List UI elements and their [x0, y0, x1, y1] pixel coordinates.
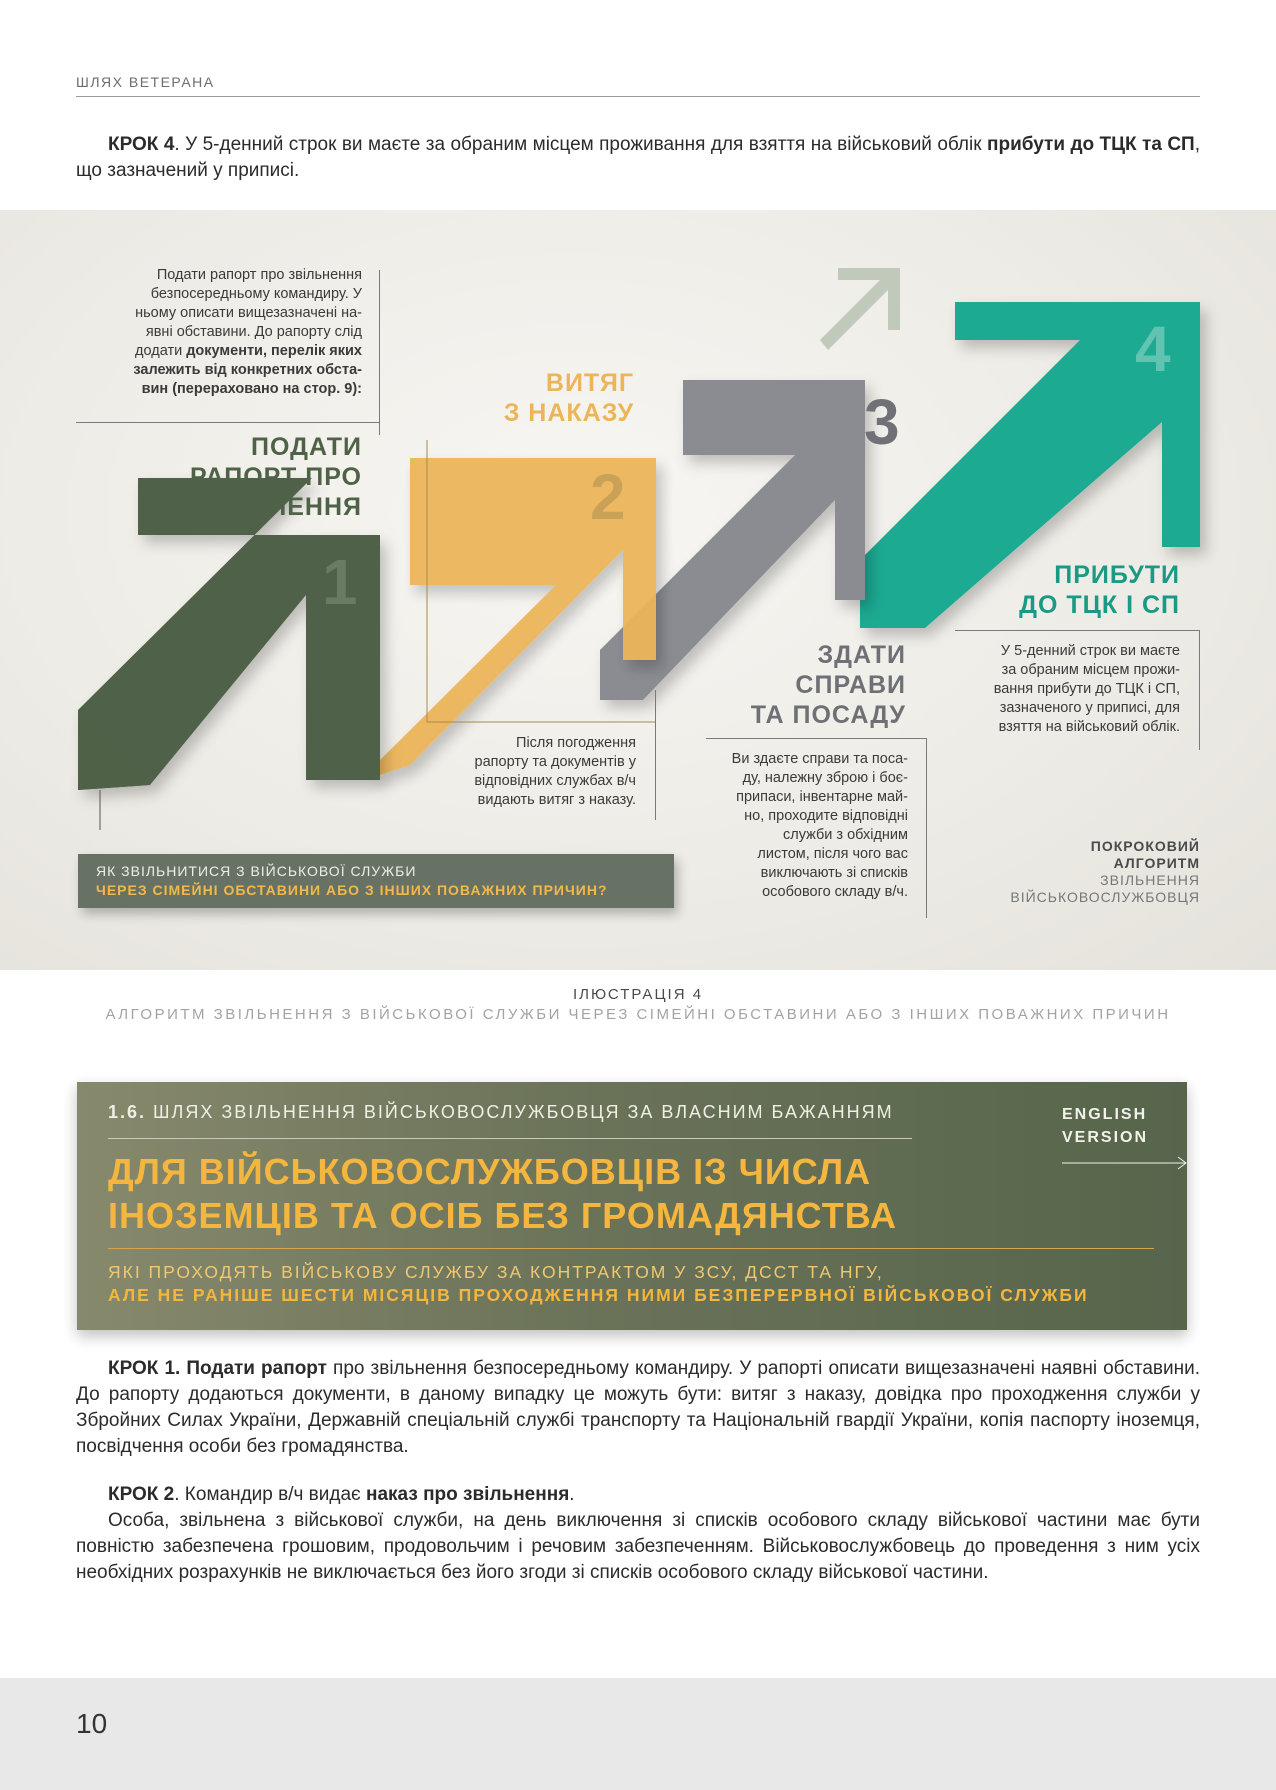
step-4-note-line: зазначеного у приписі, для: [999, 700, 1180, 716]
step-1-number: 1: [322, 546, 358, 618]
step-1-title: [150, 432, 362, 522]
small-arrow: [820, 268, 900, 350]
step-2-note-line: Після погодження: [516, 735, 636, 751]
step-4-title-underline: [955, 630, 1199, 631]
step-3-title: [690, 640, 906, 730]
step-4-note-rule: [1199, 630, 1200, 750]
step-1-text: про звільнення безпосередньому командиру. У рапорті описати вищезазначені наявні обставини. До рапорту додаються документи, в даному випадку це можуть бути: витяг з наказу, довідка про проходження служби у Збройних Силах України, Державній спеціальній службі транспорту та Національній гвардії України, копія паспорту іноземця, посвідчення особи без громадянства.: [76, 1358, 1201, 1457]
step-1-note-line: явні обставини. До рапорту слід: [145, 324, 362, 340]
page-footer: [0, 1678, 1276, 1790]
section-subtitle-text: ШЛЯХ ЗВІЛЬНЕННЯ ВІЙСЬКОВОСЛУЖБОВЦЯ ЗА ВЛАСНИМ БАЖАННЯМ: [153, 1102, 894, 1122]
figure-caption: АЛГОРИТМ ЗВІЛЬНЕННЯ З ВІЙСЬКОВОЇ СЛУЖБИ ЧЕРЕЗ СІМЕЙНІ ОБСТАВИНИ АБО З ІНШИХ ПОВАЖНИХ ПРИЧИН: [105, 1006, 1171, 1023]
step-1-note-bold-line: залежить від конкретних обста-: [133, 362, 362, 378]
step-1-title-line: РАПОРТ ПРО: [190, 463, 362, 491]
step-3-note-line: ду, належну зброю і боє-: [742, 770, 908, 786]
algorithm-label-line: ВІЙСЬКОВОСЛУЖБОВЦЯ: [1010, 889, 1200, 905]
step-2-title-line: ВИТЯГ: [545, 369, 634, 397]
step-1-note-line: [60, 342, 362, 361]
step-2-note-line: відповідних службах в/ч: [474, 773, 636, 789]
step-2-text: . Командир в/ч видає: [174, 1484, 366, 1505]
discharge-paragraph: Особа, звільнена з військової служби, на день виключення зі списків особового складу військової частини має бути повністю забезпечена грошовим, продовольчим і речовим забезпеченням. Військовослужбовець до проведення з ним усіх необхідних розрахунків не виключається без його згоди зі списків особового складу військової частини.: [76, 1510, 1200, 1583]
section-footnote-2: АЛЕ НЕ РАНІШЕ ШЕСТИ МІСЯЦІВ ПРОХОДЖЕННЯ НИМИ БЕЗПЕРЕРВНОЇ ВІЙСЬКОВОЇ СЛУЖБИ: [108, 1285, 1089, 1305]
step-3-note-line: виключають зі списків: [760, 865, 908, 881]
step-4-note: [950, 642, 1180, 737]
step-1-note: [60, 266, 362, 399]
intro-bold: прибути до ТЦК та СП: [986, 134, 1195, 155]
step-4-title: [960, 560, 1180, 620]
step-4-number: 4: [1135, 313, 1171, 385]
step-2-title: [440, 368, 634, 428]
section-subtitle: [108, 1102, 894, 1123]
algorithm-label: [960, 838, 1200, 906]
section-title-line: ІНОЗЕМЦІВ ТА ОСІБ БЕЗ ГРОМАДЯНСТВА: [108, 1195, 897, 1236]
banner-divider-2: [108, 1248, 1154, 1249]
step-1-note-bold-line: вин (перераховано на стор. 9):: [141, 381, 362, 397]
step-2-note-line: видають витяг з наказу.: [477, 792, 636, 808]
step-4-title-line: ПРИБУТИ: [1054, 561, 1180, 589]
intro-text: . У 5-денний строк ви маєте за обраним місцем проживання для взяття на військовий облік: [174, 134, 987, 155]
algorithm-label-line: ЗВІЛЬНЕННЯ: [1100, 872, 1200, 888]
step-2-note-rule: [655, 690, 656, 820]
step-1-note-plain: додати: [135, 343, 187, 359]
step-1-note-line: безпосередньому командиру. У: [150, 286, 362, 302]
step-3-title-line: СПРАВИ: [795, 671, 906, 699]
step-3-note: [680, 750, 908, 902]
infographic: [0, 210, 1276, 970]
step-3-note-line: припаси, інвентарне май-: [736, 789, 908, 805]
step-4-note-line: взяття на військовий облік.: [998, 719, 1180, 735]
step-3-title-line: ТА ПОСАДУ: [750, 701, 906, 729]
step-1-paragraph: [76, 1356, 1200, 1460]
step-4-title-line: ДО ТЦК І СП: [1019, 591, 1180, 619]
header-divider: [76, 96, 1200, 97]
step-1-note-line: Подати рапорт про звільнення: [156, 267, 362, 283]
step-3-note-rule: [926, 738, 927, 918]
step-3-note-line: особового складу в/ч.: [762, 884, 908, 900]
step-1-note-line: ньому описати вищезазначені на-: [135, 305, 362, 321]
step-2-number: 2: [590, 461, 626, 533]
step-3-title-underline: [706, 738, 926, 739]
question-line-1: ЯК ЗВІЛЬНИТИСЯ З ВІЙСЬКОВОЇ СЛУЖБИ: [96, 863, 417, 879]
algorithm-label-bold: АЛГОРИТМ: [1113, 855, 1200, 871]
english-version-line: VERSION: [1062, 1129, 1149, 1146]
step-1-note-underline: [76, 422, 380, 423]
algorithm-label-bold: ПОКРОКОВИЙ: [1090, 838, 1200, 854]
section-title: [108, 1150, 897, 1238]
step-1-title-line: ЗВІЛЬНЕННЯ: [187, 493, 362, 521]
section-number: 1.6.: [108, 1102, 147, 1122]
step-4-note-line: за обраним місцем прожи-: [1001, 662, 1180, 678]
arrow-1: [78, 478, 380, 790]
english-version-line: ENGLISH: [1062, 1106, 1148, 1123]
section-title-line: ДЛЯ ВІЙСЬКОВОСЛУЖБОВЦІВ ІЗ ЧИСЛА: [108, 1151, 872, 1192]
step-2-note-line: рапорту та документів у: [474, 754, 636, 770]
step-2-text-end: .: [569, 1484, 575, 1505]
question-bar: [78, 854, 674, 908]
step-3-note-line: листом, після чого вас: [757, 846, 908, 862]
step-2-bold: наказ про звільнення: [366, 1484, 570, 1505]
step-3-number: 3: [864, 386, 900, 458]
banner-divider: [108, 1138, 912, 1139]
step-3-note-line: служби з обхідним: [783, 827, 908, 843]
page-number: 10: [76, 1708, 108, 1739]
step-2-paragraph: [76, 1482, 1200, 1508]
step-4-note-line: У 5-денний строк ви маєте: [1000, 643, 1180, 659]
step-2-label: КРОК 2: [108, 1484, 175, 1505]
step-3-title-line: ЗДАТИ: [817, 641, 906, 669]
english-version-link[interactable]: [1062, 1103, 1148, 1149]
question-line-2: ЧЕРЕЗ СІМЕЙНІ ОБСТАВИНИ АБО З ІНШИХ ПОВАЖНИХ ПРИЧИН?: [96, 882, 608, 898]
figure-label: ІЛЮСТРАЦІЯ 4: [572, 986, 704, 1003]
step-1-label: КРОК 1. Подати рапорт: [108, 1358, 327, 1379]
step-1-note-bold: документи, перелік яких: [186, 343, 362, 359]
intro-step-label: КРОК 4: [108, 134, 175, 155]
step-4-note-line: вання прибути до ТЦК і СП,: [993, 681, 1180, 697]
section-footnote-1: ЯКІ ПРОХОДЯТЬ ВІЙСЬКОВУ СЛУЖБУ ЗА КОНТРАКТОМ У ЗСУ, ДССТ ТА НГУ,: [108, 1262, 884, 1282]
running-header: ШЛЯХ ВЕТЕРАНА: [76, 74, 215, 90]
step-3-note-line: Ви здаєте справи та поса-: [731, 751, 908, 767]
intro-paragraph: [76, 132, 1200, 184]
step-1-note-rule: [379, 270, 380, 435]
step-2-note: [418, 734, 636, 810]
step-2-title-line: З НАКАЗУ: [503, 399, 634, 427]
step-3-note-line: но, проходите відповідні: [744, 808, 908, 824]
step-1-title-line: ПОДАТИ: [251, 433, 362, 461]
intro-text-end: , що зазначений у приписі.: [76, 134, 1200, 181]
arrow-right-icon[interactable]: [1062, 1156, 1190, 1170]
